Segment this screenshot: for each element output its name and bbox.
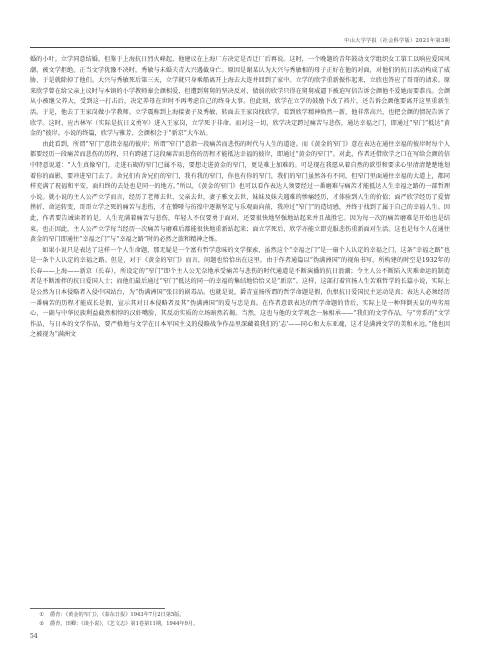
footnote-mark: ① <box>39 612 44 618</box>
running-header: 中山大学学报（社会科学版）2021年第3期 <box>344 38 450 44</box>
paragraph-1: 婚的小叶。立学同意结婚，但鉴于上海抗日烈火峰起，他建议在上海厂方决定是否迁厂后再说。这时，一个晚题的青年鼓动文学组织女工第工以响应爱国风潮，被文学拒绝。正当文学犹豫不决时，秀敏与未婚夫青大兴遇截身亡。原因是谢某认为大兴与秀敏相的母子正好在他的对面，对他们的抗日活动构成了威胁，于是就除掉了他们。大兴与秀敏死后第三天，立学就只身乘船离开上海去大连并回到了家中。立学的欣学重新振作起来，立欣也答应了哥哥的请求。原来欣学曾在给父亲上议时与本镇的小学教师秦会颜相爱，但遭到舅舅的坚决反对，猜弱的欣学只得在舅舅威逼下被迫写信告诉会颜他不爱她而要恭良。会颜从小被继父养大，受到这一打击后，决定养母在世时不再考虑自己的终身大事。但此刻，欣学在立学的鼓励下改了裆片，还告诉会颜他要离开这里重新生活。于是，他去了王家岗做小学教师。立学震称到上海接妻子及秀敏，转面去王家岗找欣学，看到欣学精神焕然一新，他非常高兴，也把会颜的情况告诉了欣学。这时，应古林军（实际是抗日义勇军）进入王家岗，立学死于非命。而对这一切，欣学决定跨过痛苦与悲伤，通达幸福之门，即通过“窄门”抵达“黄金的”彼岸。小说的终篇，欣学与雅芳、会颜相会于“新京”大车站。 <box>30 56 450 138</box>
header-rule <box>30 47 450 48</box>
page-number: 54 <box>30 633 38 640</box>
footnote-mark: ② <box>39 621 44 627</box>
footnote-text: 爵青：《黄金的窄门》，《泰东日报》1943年7月2日第5版。 <box>50 612 185 618</box>
body-text <box>30 55 450 341</box>
footnote-text: 爵青，田卿：《谈小说》，《艺文志》第1卷第11期，1944年9月。 <box>50 621 199 627</box>
footnote-1 <box>30 611 450 620</box>
footnote-rule <box>30 608 165 609</box>
footnotes <box>30 611 450 629</box>
footnote-2 <box>30 620 450 629</box>
paragraph-2: 由此看到，所谓“窄门”意指幸福的彼岸；所谓“窄门”意指一段痛苦而悲伤的时代与人生的道途。而《黄金的窄门》意在表达在通往幸福的彼岸时每个人都要经历一段痛苦而悲伤的历程，只有跨越了这段痛苦而悲伤的历程才能抵达幸福的彼岸，即通过“黄金的窄门”。对此，作者还借欣学之口在写给会颜的信中特意说道：“人生真像窄门，走进石砌的窄门已属不易，要想走进黄金的窄门，更是难上加难的。可是现在我愿从着自然的欲望和要求心里清清楚楚地划着你的面影，要冲进窄门去了。舍兄们有舍兄们的窄门，我有我的窄门，你也有你的窄门，我们的窄门虽然各有不同，但窄门里面通往幸福的大道上，都同样充满了祝福和平安，面归终的去处也是同一的地方。”所以，《黄金的窄门》也可以看作表达人须要经过一番磨难与痛苦才能抵达人生幸福之路的一部哲理小说。就小说的主人公严立学而言，经历了老师去世，父亲去世，妻子雅文去世，妹妹及妹夫遇难的惨痛经历，才体验到人生的价值；面严欣学经历了爱情挫折、命运转变，哥哥立学之死的痛苦与悲伤，才在懵哑与彷徨中逐渐坚定与乐观面向前，我冲过“窄门”的造切感，并终于找到了属于自己的幸福人生。因此，作者要告诫读者的是，人生充满着痛苦与悲伤，年轻人不仅要勇于面对，还要很快地坚强地站起来并且战胜它。因为每一次的痛苦磨难是开始也是结束。也正因此，主人公严立学每当经历一次痛苦与磨难后都能很快地重新站起来；面立学死后，欣学亦能立即克服悲伤重新面对生活。这也是每个人在通往黄金的窄门即通往“幸福之门”与“幸福之路”时的必然之旅和精神之炼。 <box>30 140 450 244</box>
paragraph-3: 如果小说只是表达了这样一个人生命题，那无疑是一个富有哲学意味的文学探索，虽然这个“幸福之门”是一扇个人认定的幸福之门，这条“幸福之路”也是一条个人认定的幸福之路。但是，对于《黄金的窄门》而言，问题也恰恰出在这里。由于作者通篇以“伪满洲国”的视角书写，所构建的时空是1932年的长春——上海——新京（长春），所设定的“窄门”即个主人公无奈地承受痛苦与悲伤的时代通道是不断演播的抗日浪潮；令主人公不断陷入灾难命运的制造者是不断渗拌的抗日爱国人士；而他们最后通过“窄门”抵达的同一的幸福的集结地恰恰又是“新京”。这样，这部打着官扬人生苦难哲学的长篇小说，实际上是公然为日本侵略者入侵中国站台，为“伪满洲国”张目的剧毒品。也就是说，爵青宣扬所谓的哲学命题是假，仇恨抗日爱国民主运动是真；表达人必须经历一番痛苦的历程才能成长是假，宣示其对日本侵略者及其“伪满洲国”的爱与忠是真。在作者意欲表达的哲学命题的背后，实际上是一种拜倒天皇的卑劣用心，一副与中华民族利益截然相悖的汉奸嘴脸，其反动实质的立场暗然若揭。当然，这也与他的文学观念一脉相承——“我们的文学作品，与“旁系的”文学作品，与日本的文学作品，要严格地与文学在日本军国主义的侵略战争作品里深藏着我们的‘志’——同心和大东亚魂，这才是满洲文学的美和永远。”他也因之被视为“满洲文 <box>30 246 451 339</box>
